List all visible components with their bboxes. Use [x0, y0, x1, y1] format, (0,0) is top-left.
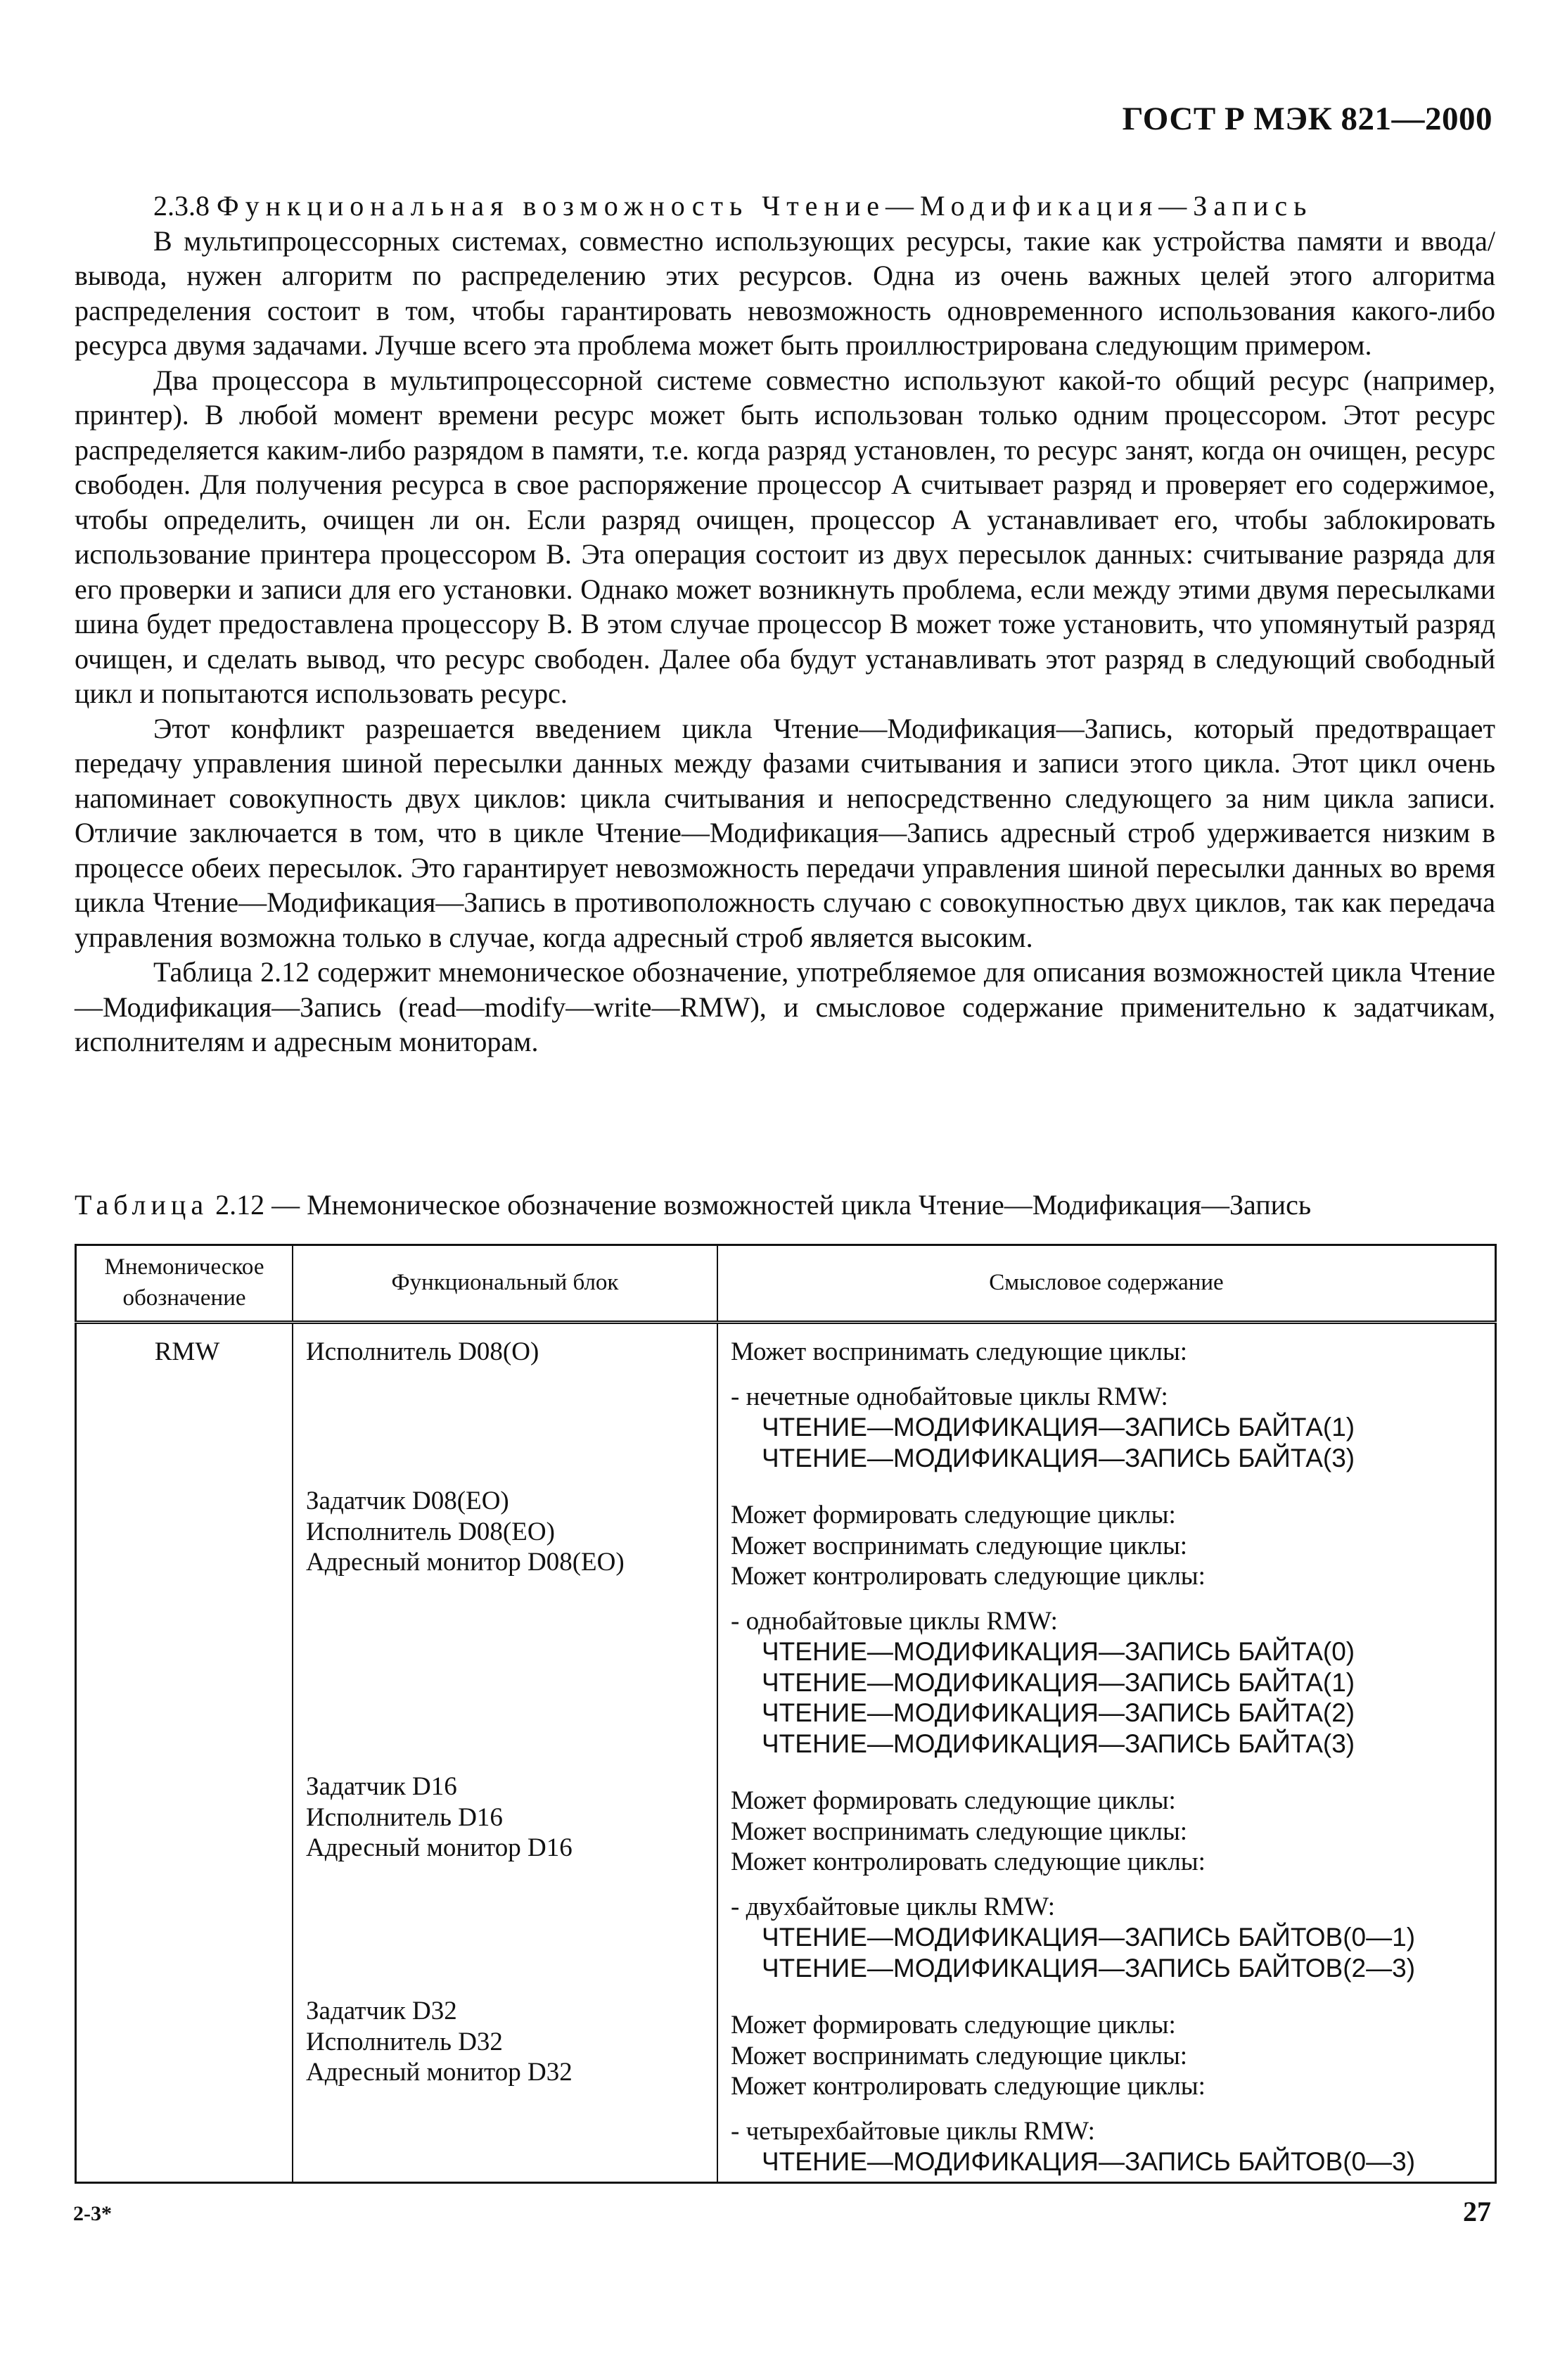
header-mnemonic: Мнемоническое обозначение — [76, 1245, 293, 1323]
print-signature-mark: 2-3* — [73, 2202, 112, 2225]
body-text — [75, 189, 1495, 1059]
meaning-line: Может контролировать следующие циклы: — [731, 2072, 1206, 2101]
header-functional-block: Функциональный блок — [293, 1245, 717, 1323]
meaning-group — [731, 1786, 1488, 1983]
cycle-item: ЧТЕНИЕ—МОДИФИКАЦИЯ—ЗАПИСЬ БАЙТОВ(0—3) — [762, 2147, 1416, 2176]
table-header-row — [76, 1245, 1496, 1323]
paragraph: Таблица 2.12 содержит мнемоническое обозначение, употребляемое для описания возможностей цикла Чтение—Модификация—Запись (read—modify—write—RMW), и смысловое содержание применительно к задатчикам, исполнителям и адресным мониторам. — [75, 956, 1495, 1057]
table-caption — [75, 1188, 1495, 1223]
table-row — [76, 1323, 1496, 2183]
page-header: ГОСТ Р МЭК 821—2000 — [1122, 101, 1492, 137]
functional-block-cell — [293, 1323, 717, 2183]
block-group — [306, 1771, 710, 1969]
meaning-line: Может формировать следующие циклы: — [731, 1501, 1176, 1529]
paragraph: Два процессора в мультипроцессорной системе совместно используют какой-то общий ресурс (например, принтер). В любой момент времени ресурс может быть использован только одним процессором. Этот ресурс распределяется каким-либо разрядом в памяти, т.е. когда разряд установлен, то ресурс занят, когда он очищен, ресурс свободен. Для получения ресурса в свое распоряжение процессор А считывает разряд и проверяет его содержимое, чтобы определить, очищен ли он. Если разряд очищен, процессор А устанавливает его, чтобы заблокировать использование принтера процессором В. Эта операция состоит из двух пересылок данных: считывание разряда для его проверки и записи для его установки. Однако может возникнуть проблема, если между этими двумя пересылками шина будет предоставлена процессору В. В этом случае процессор В может тоже установить, что упомянутый разряд очищен, и сделать вывод, что ресурс свободен. Далее оба будут устанавливать этот разряд в следующий свободный цикл и попытаются использовать ресурс. — [75, 364, 1495, 709]
section-heading — [75, 189, 1495, 224]
meaning-cell — [717, 1323, 1496, 2183]
meaning-line: Может контролировать следующие циклы: — [731, 1562, 1206, 1591]
paragraph: Этот конфликт разрешается введением цикла Чтение—Модификация—Запись, который предотвращает передачу управления шиной пересылки данных между фазами считывания и записи этого цикла. Этот цикл очень напоминает совокупность двух циклов: цикла считывания и непосредственно следующего за ним цикла записи. Отличие заключается в том, что в цикле Чтение—Модификация—Запись адресный строб удерживается низким в процессе обеих пересылок. Это гарантирует невозможность передачи управления шиной пересылки данных во время цикла Чтение—Модификация—Запись в противоположность случаю с совокупностью двух циклов, так как передача управления возможна только в случае, когда адресный строб является высоким. — [75, 712, 1495, 953]
block-group — [306, 1996, 710, 2088]
block-group — [306, 1486, 710, 1745]
header-meaning: Смысловое содержание — [717, 1245, 1496, 1323]
table-caption-word: Таблица — [75, 1189, 209, 1221]
block-name: Исполнитель D16 — [306, 1802, 503, 1832]
meaning-line: Может воспринимать следующие циклы: — [731, 2041, 1188, 2070]
block-name: Адресный монитор D08(EO) — [306, 1548, 625, 1577]
meaning-group — [731, 1500, 1488, 1759]
meaning-line: Может формировать следующие циклы: — [731, 2011, 1176, 2039]
meaning-group — [731, 2010, 1488, 2177]
block-name: Исполнитель D32 — [306, 2027, 503, 2056]
cycle-item: ЧТЕНИЕ—МОДИФИКАЦИЯ—ЗАПИСЬ БАЙТА(1) — [762, 1667, 1355, 1697]
cycle-item: ЧТЕНИЕ—МОДИФИКАЦИЯ—ЗАПИСЬ БАЙТА(3) — [762, 1443, 1355, 1472]
meaning-line: Может воспринимать следующие циклы: — [731, 1816, 1188, 1846]
meaning-group — [731, 1337, 1488, 1473]
page-number: 27 — [1463, 2196, 1491, 2227]
cycle-list-intro: - двухбайтовые циклы RMW: — [731, 1892, 1055, 1921]
table-caption-text: 2.12 — Мнемоническое обозначение возможностей цикла Чтение—Модификация—Запись — [215, 1189, 1312, 1221]
cycle-item: ЧТЕНИЕ—МОДИФИКАЦИЯ—ЗАПИСЬ БАЙТОВ(2—3) — [762, 1953, 1416, 1983]
block-group — [306, 1337, 710, 1459]
mnemonic-cell: RMW — [76, 1323, 293, 2183]
meaning-line: Может воспринимать следующие циклы: — [731, 1531, 1188, 1560]
meaning-line: Может контролировать следующие циклы: — [731, 1847, 1206, 1876]
cycle-list-intro: - однобайтовые циклы RMW: — [731, 1606, 1058, 1636]
paragraph: В мультипроцессорных системах, совместно использующих ресурсы, такие как устройства памяти и ввода/вывода, нужен алгоритм по распределению этих ресурсов. Одна из очень важных целей этого алгоритма распределения состоит в том, чтобы гарантировать невозможность одновременного использования какого-либо ресурса двумя задачами. Лучше всего эта проблема может быть проиллюстрирована следующим примером. — [75, 224, 1495, 361]
cycle-item: ЧТЕНИЕ—МОДИФИКАЦИЯ—ЗАПИСЬ БАЙТА(0) — [762, 1637, 1355, 1666]
meaning-line: Может воспринимать следующие циклы: — [731, 1337, 1188, 1366]
cycle-item: ЧТЕНИЕ—МОДИФИКАЦИЯ—ЗАПИСЬ БАЙТА(2) — [762, 1698, 1355, 1727]
block-name: Исполнитель D08(O) — [306, 1337, 539, 1366]
cycle-item: ЧТЕНИЕ—МОДИФИКАЦИЯ—ЗАПИСЬ БАЙТА(1) — [762, 1413, 1355, 1442]
cycle-list-intro: - четырехбайтовые циклы RMW: — [731, 2116, 1095, 2146]
section-number: 2.3.8 — [153, 190, 210, 222]
block-name: Исполнитель D08(EO) — [306, 1517, 555, 1546]
section-title: Функциональная возможность Чтение—Модификация—Запись — [217, 190, 1313, 222]
block-name: Адресный монитор D32 — [306, 2058, 573, 2087]
cycle-list-intro: - нечетные однобайтовые циклы RMW: — [731, 1382, 1168, 1411]
block-name: Задатчик D08(EO) — [306, 1487, 509, 1515]
block-name: Задатчик D32 — [306, 1997, 457, 2025]
meaning-line: Может формировать следующие циклы: — [731, 1786, 1176, 1815]
block-name: Адресный монитор D16 — [306, 1833, 573, 1862]
cycle-item: ЧТЕНИЕ—МОДИФИКАЦИЯ—ЗАПИСЬ БАЙТА(3) — [762, 1729, 1355, 1758]
cycle-item: ЧТЕНИЕ—МОДИФИКАЦИЯ—ЗАПИСЬ БАЙТОВ(0—1) — [762, 1923, 1416, 1952]
block-name: Задатчик D16 — [306, 1772, 457, 1801]
mnemonic-table — [75, 1244, 1497, 2184]
